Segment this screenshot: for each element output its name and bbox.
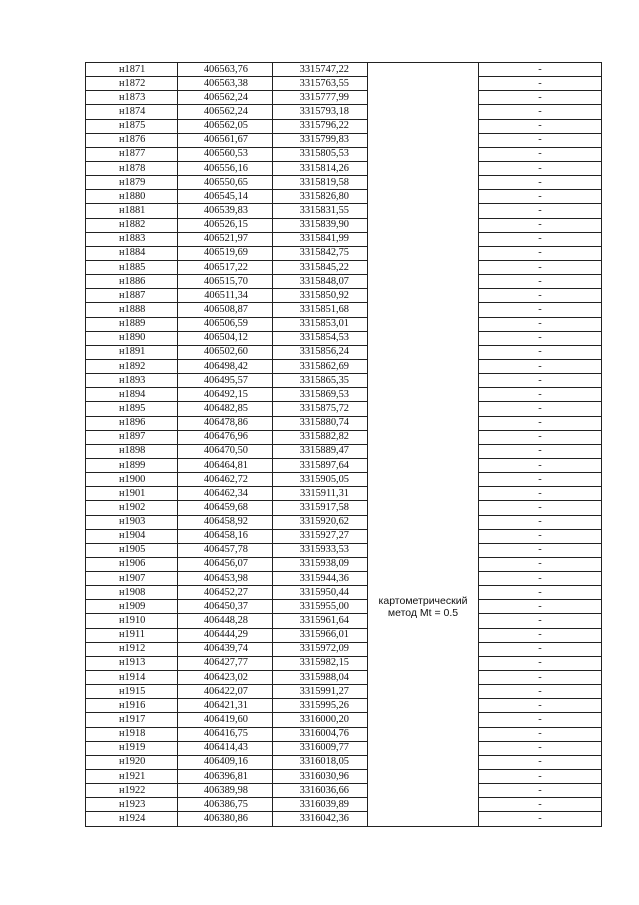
coord-y: 3315889,47 bbox=[273, 444, 368, 458]
table-row bbox=[86, 331, 602, 345]
table-row bbox=[86, 473, 602, 487]
coord-x: 406506,59 bbox=[178, 317, 273, 331]
point-number: н1912 bbox=[86, 642, 178, 656]
coord-y: 3315862,69 bbox=[273, 359, 368, 373]
point-number: н1872 bbox=[86, 77, 178, 91]
coord-x: 406508,87 bbox=[178, 303, 273, 317]
point-number: н1889 bbox=[86, 317, 178, 331]
coord-y: 3316000,20 bbox=[273, 713, 368, 727]
value-cell: - bbox=[479, 812, 602, 826]
point-number: н1902 bbox=[86, 501, 178, 515]
coord-y: 3316009,77 bbox=[273, 741, 368, 755]
point-number: н1920 bbox=[86, 755, 178, 769]
point-number: н1893 bbox=[86, 374, 178, 388]
point-number: н1874 bbox=[86, 105, 178, 119]
coord-y: 3315880,74 bbox=[273, 416, 368, 430]
coord-x: 406444,29 bbox=[178, 628, 273, 642]
method-note: картометрический метод Mt = 0.5 bbox=[368, 388, 479, 826]
table-row bbox=[86, 232, 602, 246]
table-row bbox=[86, 515, 602, 529]
coord-x: 406462,34 bbox=[178, 487, 273, 501]
value-cell: - bbox=[479, 105, 602, 119]
table-row bbox=[86, 699, 602, 713]
point-number: н1909 bbox=[86, 600, 178, 614]
value-cell: - bbox=[479, 147, 602, 161]
coord-x: 406495,57 bbox=[178, 374, 273, 388]
coord-x: 406409,16 bbox=[178, 755, 273, 769]
coord-y: 3315961,64 bbox=[273, 614, 368, 628]
coord-x: 406453,98 bbox=[178, 572, 273, 586]
table-row bbox=[86, 63, 602, 77]
value-cell: - bbox=[479, 487, 602, 501]
table-row bbox=[86, 713, 602, 727]
point-number: н1907 bbox=[86, 572, 178, 586]
value-cell: - bbox=[479, 161, 602, 175]
coord-x: 406423,02 bbox=[178, 671, 273, 685]
point-number: н1922 bbox=[86, 784, 178, 798]
value-cell: - bbox=[479, 246, 602, 260]
table-row bbox=[86, 671, 602, 685]
point-number: н1885 bbox=[86, 260, 178, 274]
value-cell: - bbox=[479, 671, 602, 685]
value-cell: - bbox=[479, 275, 602, 289]
value-cell: - bbox=[479, 190, 602, 204]
point-number: н1873 bbox=[86, 91, 178, 105]
coord-x: 406511,34 bbox=[178, 289, 273, 303]
coord-y: 3315848,07 bbox=[273, 275, 368, 289]
table-row bbox=[86, 161, 602, 175]
coord-x: 406380,86 bbox=[178, 812, 273, 826]
coord-y: 3316030,96 bbox=[273, 770, 368, 784]
point-number: н1888 bbox=[86, 303, 178, 317]
coord-x: 406457,78 bbox=[178, 543, 273, 557]
point-number: н1923 bbox=[86, 798, 178, 812]
point-number: н1897 bbox=[86, 430, 178, 444]
table-row bbox=[86, 133, 602, 147]
coord-x: 406502,60 bbox=[178, 345, 273, 359]
coord-y: 3315777,99 bbox=[273, 91, 368, 105]
coord-x: 406526,15 bbox=[178, 218, 273, 232]
point-number: н1918 bbox=[86, 727, 178, 741]
point-number: н1916 bbox=[86, 699, 178, 713]
table-row bbox=[86, 600, 602, 614]
table-row bbox=[86, 246, 602, 260]
value-cell: - bbox=[479, 798, 602, 812]
value-cell: - bbox=[479, 784, 602, 798]
coord-x: 406476,96 bbox=[178, 430, 273, 444]
point-number: н1887 bbox=[86, 289, 178, 303]
table-row bbox=[86, 798, 602, 812]
value-cell: - bbox=[479, 133, 602, 147]
value-cell: - bbox=[479, 430, 602, 444]
point-number: н1900 bbox=[86, 473, 178, 487]
point-number: н1883 bbox=[86, 232, 178, 246]
coord-x: 406389,98 bbox=[178, 784, 273, 798]
value-cell: - bbox=[479, 458, 602, 472]
coord-x: 406560,53 bbox=[178, 147, 273, 161]
coord-y: 3315966,01 bbox=[273, 628, 368, 642]
coord-x: 406561,67 bbox=[178, 133, 273, 147]
coord-y: 3315917,58 bbox=[273, 501, 368, 515]
coord-y: 3315988,04 bbox=[273, 671, 368, 685]
table-row bbox=[86, 741, 602, 755]
value-cell: - bbox=[479, 374, 602, 388]
table-row bbox=[86, 77, 602, 91]
coord-x: 406416,75 bbox=[178, 727, 273, 741]
coord-x: 406470,50 bbox=[178, 444, 273, 458]
value-cell: - bbox=[479, 303, 602, 317]
coord-y: 3315799,83 bbox=[273, 133, 368, 147]
table-row bbox=[86, 374, 602, 388]
value-cell: - bbox=[479, 119, 602, 133]
value-cell: - bbox=[479, 473, 602, 487]
table-row bbox=[86, 388, 602, 402]
point-number: н1871 bbox=[86, 63, 178, 77]
table-row bbox=[86, 317, 602, 331]
coordinates-table bbox=[85, 62, 602, 827]
point-number: н1914 bbox=[86, 671, 178, 685]
point-number: н1921 bbox=[86, 770, 178, 784]
coord-x: 406562,24 bbox=[178, 91, 273, 105]
point-number: н1876 bbox=[86, 133, 178, 147]
point-number: н1919 bbox=[86, 741, 178, 755]
coord-x: 406556,16 bbox=[178, 161, 273, 175]
table-row bbox=[86, 204, 602, 218]
coord-y: 3315853,01 bbox=[273, 317, 368, 331]
coord-x: 406422,07 bbox=[178, 685, 273, 699]
coord-y: 3316042,36 bbox=[273, 812, 368, 826]
table-row bbox=[86, 812, 602, 826]
table-row bbox=[86, 586, 602, 600]
value-cell: - bbox=[479, 77, 602, 91]
coord-x: 406419,60 bbox=[178, 713, 273, 727]
table-row bbox=[86, 770, 602, 784]
coord-x: 406452,27 bbox=[178, 586, 273, 600]
coord-x: 406386,75 bbox=[178, 798, 273, 812]
coord-y: 3315865,35 bbox=[273, 374, 368, 388]
table-row bbox=[86, 444, 602, 458]
coord-x: 406464,81 bbox=[178, 458, 273, 472]
table-row bbox=[86, 458, 602, 472]
table-row bbox=[86, 430, 602, 444]
coord-y: 3315955,00 bbox=[273, 600, 368, 614]
coord-x: 406414,43 bbox=[178, 741, 273, 755]
coord-x: 406396,81 bbox=[178, 770, 273, 784]
value-cell: - bbox=[479, 529, 602, 543]
coord-y: 3315841,99 bbox=[273, 232, 368, 246]
point-number: н1895 bbox=[86, 402, 178, 416]
coord-y: 3315805,53 bbox=[273, 147, 368, 161]
point-number: н1908 bbox=[86, 586, 178, 600]
value-cell: - bbox=[479, 699, 602, 713]
coord-y: 3315819,58 bbox=[273, 176, 368, 190]
value-cell: - bbox=[479, 628, 602, 642]
table-row bbox=[86, 727, 602, 741]
coord-y: 3315814,26 bbox=[273, 161, 368, 175]
table-row bbox=[86, 91, 602, 105]
coord-y: 3315747,22 bbox=[273, 63, 368, 77]
value-cell: - bbox=[479, 713, 602, 727]
coord-x: 406482,85 bbox=[178, 402, 273, 416]
value-cell: - bbox=[479, 755, 602, 769]
point-number: н1911 bbox=[86, 628, 178, 642]
coord-x: 406492,15 bbox=[178, 388, 273, 402]
table-row bbox=[86, 303, 602, 317]
value-cell: - bbox=[479, 402, 602, 416]
point-number: н1878 bbox=[86, 161, 178, 175]
table-row bbox=[86, 416, 602, 430]
coord-x: 406562,24 bbox=[178, 105, 273, 119]
table-row bbox=[86, 147, 602, 161]
table-row bbox=[86, 260, 602, 274]
value-cell: - bbox=[479, 572, 602, 586]
coord-x: 406448,28 bbox=[178, 614, 273, 628]
value-cell: - bbox=[479, 586, 602, 600]
point-number: н1903 bbox=[86, 515, 178, 529]
coord-y: 3315950,44 bbox=[273, 586, 368, 600]
coord-x: 406562,05 bbox=[178, 119, 273, 133]
value-cell: - bbox=[479, 232, 602, 246]
coord-y: 3315972,09 bbox=[273, 642, 368, 656]
point-number: н1906 bbox=[86, 557, 178, 571]
point-number: н1898 bbox=[86, 444, 178, 458]
method-cell-empty bbox=[368, 63, 479, 388]
value-cell: - bbox=[479, 501, 602, 515]
point-number: н1896 bbox=[86, 416, 178, 430]
value-cell: - bbox=[479, 557, 602, 571]
coord-x: 406519,69 bbox=[178, 246, 273, 260]
value-cell: - bbox=[479, 656, 602, 670]
coord-y: 3315845,22 bbox=[273, 260, 368, 274]
table-row bbox=[86, 557, 602, 571]
point-number: н1913 bbox=[86, 656, 178, 670]
coord-x: 406439,74 bbox=[178, 642, 273, 656]
point-number: н1894 bbox=[86, 388, 178, 402]
value-cell: - bbox=[479, 515, 602, 529]
coord-y: 3315842,75 bbox=[273, 246, 368, 260]
value-cell: - bbox=[479, 260, 602, 274]
coord-x: 406458,16 bbox=[178, 529, 273, 543]
table-row bbox=[86, 359, 602, 373]
value-cell: - bbox=[479, 685, 602, 699]
coord-y: 3315850,92 bbox=[273, 289, 368, 303]
point-number: н1877 bbox=[86, 147, 178, 161]
value-cell: - bbox=[479, 600, 602, 614]
coord-x: 406539,83 bbox=[178, 204, 273, 218]
coord-y: 3315851,68 bbox=[273, 303, 368, 317]
table-row bbox=[86, 289, 602, 303]
table-row bbox=[86, 501, 602, 515]
point-number: н1892 bbox=[86, 359, 178, 373]
table-row bbox=[86, 190, 602, 204]
value-cell: - bbox=[479, 388, 602, 402]
coord-y: 3316004,76 bbox=[273, 727, 368, 741]
point-number: н1910 bbox=[86, 614, 178, 628]
coord-y: 3315911,31 bbox=[273, 487, 368, 501]
value-cell: - bbox=[479, 444, 602, 458]
table-row bbox=[86, 119, 602, 133]
coord-y: 3315875,72 bbox=[273, 402, 368, 416]
table-row bbox=[86, 345, 602, 359]
coord-x: 406456,07 bbox=[178, 557, 273, 571]
coord-x: 406550,65 bbox=[178, 176, 273, 190]
point-number: н1881 bbox=[86, 204, 178, 218]
coord-x: 406458,92 bbox=[178, 515, 273, 529]
table-row bbox=[86, 529, 602, 543]
point-number: н1879 bbox=[86, 176, 178, 190]
value-cell: - bbox=[479, 218, 602, 232]
coord-y: 3315905,05 bbox=[273, 473, 368, 487]
coord-y: 3315944,36 bbox=[273, 572, 368, 586]
coord-y: 3315882,82 bbox=[273, 430, 368, 444]
table-row bbox=[86, 402, 602, 416]
value-cell: - bbox=[479, 642, 602, 656]
table-row bbox=[86, 614, 602, 628]
value-cell: - bbox=[479, 91, 602, 105]
table-row bbox=[86, 487, 602, 501]
table-row bbox=[86, 755, 602, 769]
value-cell: - bbox=[479, 416, 602, 430]
coord-x: 406504,12 bbox=[178, 331, 273, 345]
table-row bbox=[86, 105, 602, 119]
coord-x: 406478,86 bbox=[178, 416, 273, 430]
coord-x: 406521,97 bbox=[178, 232, 273, 246]
point-number: н1917 bbox=[86, 713, 178, 727]
point-number: н1875 bbox=[86, 119, 178, 133]
coord-y: 3316036,66 bbox=[273, 784, 368, 798]
table-row bbox=[86, 656, 602, 670]
value-cell: - bbox=[479, 741, 602, 755]
point-number: н1884 bbox=[86, 246, 178, 260]
point-number: н1905 bbox=[86, 543, 178, 557]
coord-y: 3315920,62 bbox=[273, 515, 368, 529]
point-number: н1904 bbox=[86, 529, 178, 543]
table-row bbox=[86, 628, 602, 642]
point-number: н1891 bbox=[86, 345, 178, 359]
point-number: н1880 bbox=[86, 190, 178, 204]
point-number: н1886 bbox=[86, 275, 178, 289]
value-cell: - bbox=[479, 204, 602, 218]
table-row bbox=[86, 642, 602, 656]
value-cell: - bbox=[479, 289, 602, 303]
value-cell: - bbox=[479, 727, 602, 741]
value-cell: - bbox=[479, 614, 602, 628]
table-row bbox=[86, 218, 602, 232]
point-number: н1901 bbox=[86, 487, 178, 501]
value-cell: - bbox=[479, 543, 602, 557]
coord-x: 406563,76 bbox=[178, 63, 273, 77]
coord-x: 406450,37 bbox=[178, 600, 273, 614]
value-cell: - bbox=[479, 176, 602, 190]
coord-y: 3316018,05 bbox=[273, 755, 368, 769]
value-cell: - bbox=[479, 359, 602, 373]
coord-y: 3315933,53 bbox=[273, 543, 368, 557]
coord-y: 3315793,18 bbox=[273, 105, 368, 119]
value-cell: - bbox=[479, 770, 602, 784]
table-row bbox=[86, 275, 602, 289]
coord-y: 3315831,55 bbox=[273, 204, 368, 218]
point-number: н1899 bbox=[86, 458, 178, 472]
coord-y: 3315826,80 bbox=[273, 190, 368, 204]
coord-x: 406421,31 bbox=[178, 699, 273, 713]
value-cell: - bbox=[479, 63, 602, 77]
coord-x: 406517,22 bbox=[178, 260, 273, 274]
coord-y: 3315938,09 bbox=[273, 557, 368, 571]
table-row bbox=[86, 543, 602, 557]
point-number: н1915 bbox=[86, 685, 178, 699]
coord-x: 406427,77 bbox=[178, 656, 273, 670]
table-row bbox=[86, 572, 602, 586]
coord-y: 3315796,22 bbox=[273, 119, 368, 133]
point-number: н1890 bbox=[86, 331, 178, 345]
coord-y: 3315995,26 bbox=[273, 699, 368, 713]
coord-y: 3315763,55 bbox=[273, 77, 368, 91]
table-row bbox=[86, 685, 602, 699]
coord-x: 406498,42 bbox=[178, 359, 273, 373]
point-number: н1924 bbox=[86, 812, 178, 826]
coord-y: 3316039,89 bbox=[273, 798, 368, 812]
coord-x: 406462,72 bbox=[178, 473, 273, 487]
coord-y: 3315927,27 bbox=[273, 529, 368, 543]
coord-y: 3315991,27 bbox=[273, 685, 368, 699]
coord-y: 3315856,24 bbox=[273, 345, 368, 359]
coord-y: 3315839,90 bbox=[273, 218, 368, 232]
point-number: н1882 bbox=[86, 218, 178, 232]
coord-y: 3315897,64 bbox=[273, 458, 368, 472]
value-cell: - bbox=[479, 345, 602, 359]
coord-x: 406563,38 bbox=[178, 77, 273, 91]
table-row bbox=[86, 176, 602, 190]
coord-y: 3315982,15 bbox=[273, 656, 368, 670]
coord-y: 3315854,53 bbox=[273, 331, 368, 345]
coordinates-table-body bbox=[86, 63, 602, 827]
coord-x: 406459,68 bbox=[178, 501, 273, 515]
table-row bbox=[86, 784, 602, 798]
value-cell: - bbox=[479, 317, 602, 331]
coord-y: 3315869,53 bbox=[273, 388, 368, 402]
coord-x: 406515,70 bbox=[178, 275, 273, 289]
value-cell: - bbox=[479, 331, 602, 345]
coord-x: 406545,14 bbox=[178, 190, 273, 204]
